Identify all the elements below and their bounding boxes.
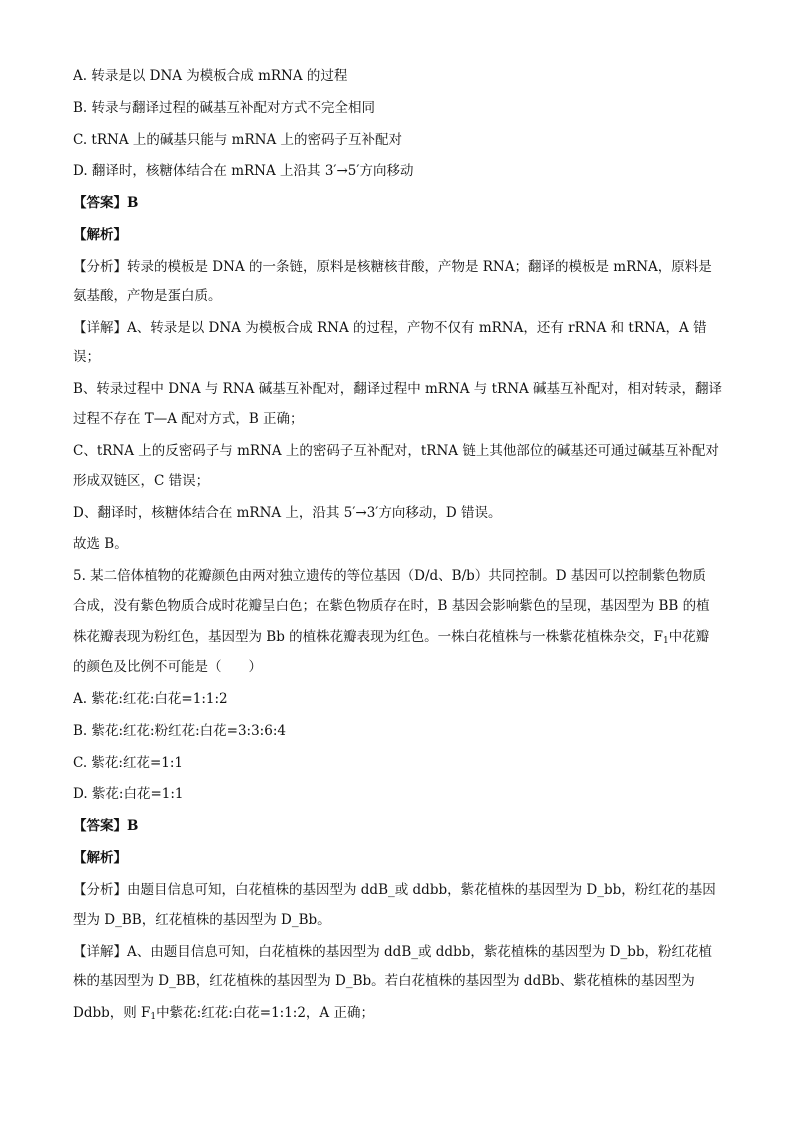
q5-detail-line-2: 株的基因型为 D_BB，红花植株的基因型为 D_Bb。若白花植株的基因型为 ddBb、紫花植株的基因型为 — [73, 973, 695, 989]
option-b-text: B. 转录与翻译过程的碱基互补配对方式不完全相同 — [73, 100, 376, 116]
detail-text-line-2: 误； — [73, 349, 100, 365]
q5-analysis-line-1: 【分析】由题目信息可知，白花植株的基因型为 ddB_或 ddbb，紫花植株的基因型为 D_bb，粉红花的基因 — [73, 882, 716, 898]
generation-subscript: 1 — [663, 636, 669, 646]
question-5-line-3-part-2: 中花瓣 — [668, 629, 710, 645]
q5-detail-line-3-part-1: Ddbb，则 F — [73, 1005, 151, 1021]
question-5-line-2: 合成，没有紫色物质合成时花瓣呈白色；在紫色物质存在时，B 基因会影响紫色的呈现，基因型为 BB 的植 — [73, 598, 710, 614]
q5-detail-line-3 — [73, 1003, 724, 1023]
q5-analysis-label: 【解析】 — [73, 850, 127, 866]
detail-text-line-1: 【详解】A、转录是以 DNA 为模板合成 RNA 的过程，产物不仅有 mRNA，还有 rRNA 和 tRNA，A 错 — [73, 320, 707, 336]
detail-b-line-1: B、转录过程中 DNA 与 RNA 碱基互补配对，翻译过程中 mRNA 与 tRNA 碱基互补配对，相对转录，翻译 — [73, 381, 723, 397]
q5-option-d: D. 紫花:白花=1:1 — [73, 786, 184, 802]
option-a-text: A. 转录是以 DNA 为模板合成 mRNA 的过程 — [73, 68, 348, 84]
option-c-text: C. tRNA 上的碱基只能与 mRNA 上的密码子互补配对 — [73, 132, 402, 148]
detail-c-line-1: C、tRNA 上的反密码子与 mRNA 上的密码子互补配对，tRNA 链上其他部位的碱基还可通过碱基互补配对 — [73, 443, 719, 459]
q5-detail-line-3-part-2: 中紫花:红花:白花=1:1:2，A 正确； — [156, 1005, 374, 1021]
detail-d-line: D、翻译时，核糖体结合在 mRNA 上，沿其 5′→3′方向移动，D 错误。 — [73, 505, 502, 521]
q5-option-c: C. 紫花:红花=1:1 — [73, 755, 184, 771]
q5-answer-label: 【答案】B — [73, 818, 139, 834]
question-5-line-3 — [73, 627, 724, 647]
analysis-label: 【解析】 — [73, 227, 127, 243]
analysis-text-line-1: 【分析】转录的模板是 DNA 的一条链，原料是核糖核苷酸，产物是 RNA；翻译的模板是 mRNA，原料是 — [73, 259, 712, 275]
question-5-line-4: 的颜色及比例不可能是（ ） — [73, 659, 262, 675]
q5-option-b: B. 紫花:红花:粉红花:白花=3:3:6:4 — [73, 723, 286, 739]
q5-analysis-line-2: 型为 D_BB，红花植株的基因型为 D_Bb。 — [73, 912, 331, 928]
question-5-line-3-part-1: 株花瓣表现为粉红色，基因型为 Bb 的植株花瓣表现为红色。一株白花植株与一株紫花植株杂交，F — [73, 629, 664, 645]
generation-subscript-2: 1 — [150, 1012, 157, 1022]
q5-option-a: A. 紫花:红花:白花=1:1:2 — [73, 691, 228, 707]
option-d-text: D. 翻译时，核糖体结合在 mRNA 上沿其 3′→5′方向移动 — [73, 163, 414, 179]
question-5-line-1: 5. 某二倍体植物的花瓣颜色由两对独立遗传的等位基因（D/d、B/b）共同控制。D 基因可以控制紫色物质 — [73, 568, 706, 584]
detail-b-line-2: 过程不存在 T—A 配对方式，B 正确； — [73, 411, 304, 427]
q5-detail-line-1: 【详解】A、由题目信息可知，白花植株的基因型为 ddB_或 ddbb，紫花植株的基因型为 D_bb，粉红花植 — [73, 944, 713, 960]
analysis-text-line-2: 氨基酸，产物是蛋白质。 — [73, 288, 222, 304]
answer-label: 【答案】B — [73, 195, 139, 211]
conclusion-line: 故选 B。 — [73, 536, 128, 552]
detail-c-line-2: 形成双链区，C 错误； — [73, 473, 210, 489]
